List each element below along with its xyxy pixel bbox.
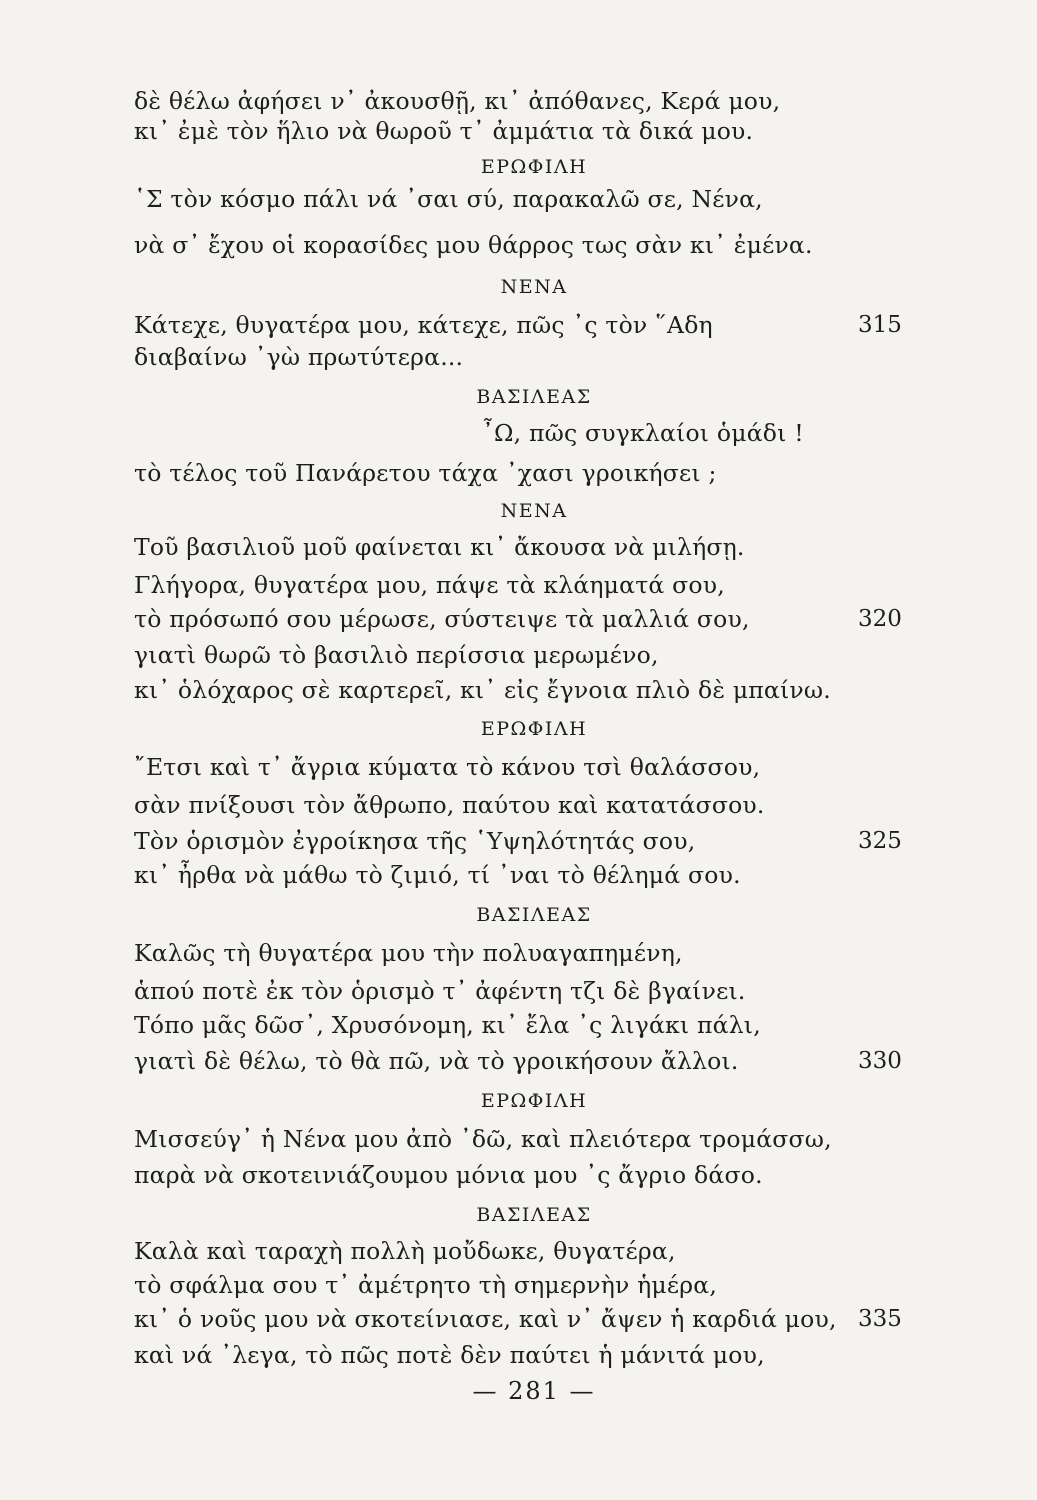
- verse-line: Μισσεύγ᾽ ἡ Νένα μου ἀπὸ ᾽δῶ, καὶ πλειότερα τρομάσσω,: [134, 1125, 832, 1153]
- page-number: — 281 —: [472, 1377, 596, 1405]
- line-number: 320: [858, 606, 902, 632]
- verse-line: καὶ νά ᾽λεγα, τὸ πῶς ποτὲ δὲν παύτει ἡ μάνιτά μου,: [134, 1341, 765, 1369]
- verse-line: κι᾽ ὁ νοῦς μου νὰ σκοτείνιασε, καὶ ν᾽ ἄψεν ἡ καρδιά μου,: [134, 1305, 837, 1333]
- verse-line: κι᾽ ὁλόχαρος σὲ καρτερεῖ, κι᾽ εἰς ἔγνοια πλιὸ δὲ μπαίνω.: [134, 676, 831, 704]
- verse-line: τὸ τέλος τοῦ Πανάρετου τάχα ᾽χασι γροικήσει ;: [134, 459, 717, 487]
- verse-line: δὲ θέλω ἀφήσει ν᾽ ἀκουσθῇ, κι᾽ ἀπόθανες, Κερά μου,: [134, 87, 781, 115]
- line-number: 315: [858, 312, 902, 338]
- verse-line: Καλὰ καὶ ταραχὴ πολλὴ μοὔδωκε, θυγατέρα,: [134, 1237, 676, 1265]
- speaker-name: ΒΑΣΙΛΕΑΣ: [476, 386, 592, 408]
- verse-line: διαβαίνω ᾽γὼ πρωτύτερα...: [134, 343, 464, 371]
- verse-line: νὰ σ᾽ ἔχου οἱ κορασίδες μου θάρρος τως σὰν κι᾽ ἐμένα.: [134, 231, 813, 259]
- speaker-name: ΝΕΝΑ: [500, 500, 568, 522]
- line-number: 330: [858, 1048, 902, 1074]
- line-number: 325: [858, 828, 902, 854]
- speaker-name: ΕΡΩΦΙΛΗ: [480, 156, 588, 178]
- verse-line: ἁπού ποτὲ ἐκ τὸν ὁρισμὸ τ᾽ ἀφέντη τζι δὲ βγαίνει.: [134, 977, 746, 1005]
- verse-line: Τόπο μᾶς δῶσ᾽, Χρυσόνομη, κι᾽ ἔλα ᾽ς λιγάκι πάλι,: [134, 1011, 761, 1039]
- line-number: 335: [858, 1306, 902, 1332]
- verse-line: Κάτεχε, θυγατέρα μου, κάτεχε, πῶς ᾽ς τὸν ῞Αδη: [134, 311, 713, 339]
- verse-line: τὸ σφάλμα σου τ᾽ ἀμέτρητο τὴ σημερνὴν ἡμέρα,: [134, 1271, 718, 1299]
- speaker-name: ΕΡΩΦΙΛΗ: [480, 718, 588, 740]
- speaker-name: ΕΡΩΦΙΛΗ: [480, 1090, 588, 1112]
- verse-line: τὸ πρόσωπό σου μέρωσε, σύστειψε τὰ μαλλιά σου,: [134, 605, 750, 633]
- verse-line: γιατὶ θωρῶ τὸ βασιλιὸ περίσσια μερωμένο,: [134, 641, 659, 669]
- verse-line: γιατὶ δὲ θέλω, τὸ θὰ πῶ, νὰ τὸ γροικήσουν ἄλλοι.: [134, 1047, 739, 1075]
- speaker-name: ΝΕΝΑ: [500, 276, 568, 298]
- verse-line: ῎Ετσι καὶ τ᾽ ἄγρια κύματα τὸ κάνου τσὶ θαλάσσου,: [134, 753, 761, 781]
- verse-line: σὰν πνίξουσι τὸν ἄθρωπο, παύτου καὶ κατατάσσου.: [134, 791, 765, 819]
- speaker-name: ΒΑΣΙΛΕΑΣ: [476, 904, 592, 926]
- verse-line: ῾Σ τὸν κόσμο πάλι νά ᾽σαι σύ, παρακαλῶ σε, Νένα,: [134, 185, 763, 213]
- verse-line: Γλήγορα, θυγατέρα μου, πάψε τὰ κλάηματά σου,: [134, 571, 725, 599]
- verse-line: παρὰ νὰ σκοτεινιάζουμου μόνια μου ᾽ς ἄγριο δάσο.: [134, 1161, 763, 1189]
- verse-line: ῏Ω, πῶς συγκλαίοι ὁμάδι !: [482, 419, 804, 447]
- speaker-name: ΒΑΣΙΛΕΑΣ: [476, 1204, 592, 1226]
- verse-line: Καλῶς τὴ θυγατέρα μου τὴν πολυαγαπημένη,: [134, 939, 683, 967]
- verse-line: Τὸν ὁρισμὸν ἐγροίκησα τῆς ῾Υψηλότητάς σου,: [134, 827, 696, 855]
- verse-line: κι᾽ ἐμὲ τὸν ἥλιο νὰ θωροῦ τ᾽ ἀμμάτια τὰ δικά μου.: [134, 117, 754, 145]
- verse-line: κι᾽ ἦρθα νὰ μάθω τὸ ζιμιό, τί ᾽ναι τὸ θέλημά σου.: [134, 861, 741, 889]
- verse-line: Τοῦ βασιλιοῦ μοῦ φαίνεται κι᾽ ἄκουσα νὰ μιλήσῃ.: [134, 533, 745, 561]
